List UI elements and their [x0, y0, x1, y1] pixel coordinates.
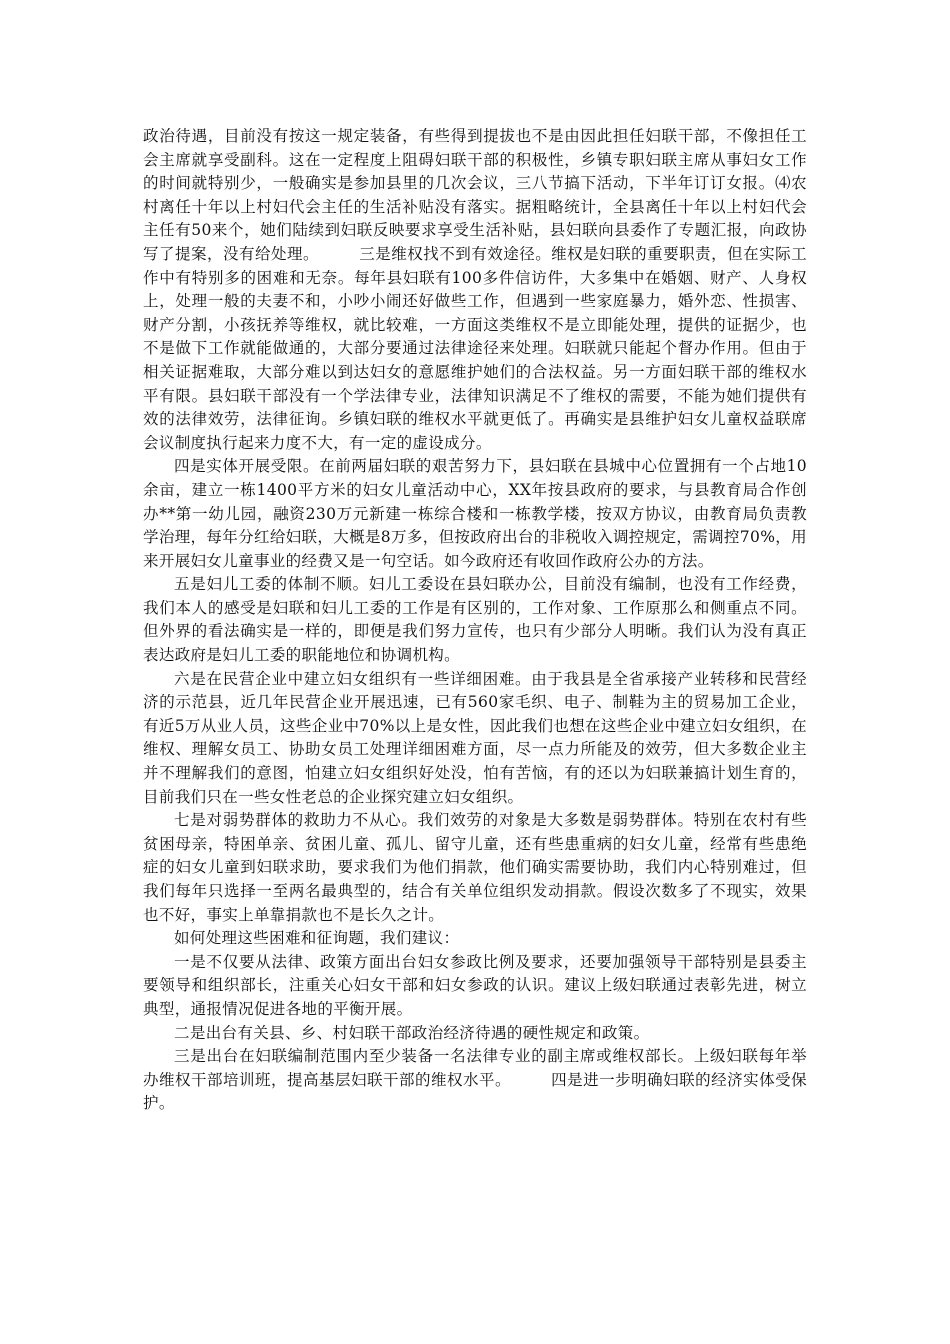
paragraph-continuation: 政治待遇，目前没有按这一规定装备，有些得到提拔也不是由因此担任妇联干部，不像担任工会主席就享受副科。这在一定程度上阻碍妇联干部的积极性，乡镇专职妇联主席从事妇女工作的时间就特别少，一般确实是参加县里的几次会议，三八节搞下活动，下半年订订女报。⑷农村离任十年以上村妇代会主任的生活补贴没有落实。据粗略统计，全县离任十年以上村妇代会主任有50来个，她们陆续到妇联反映要求享受生活补贴，县妇联向县委作了专题汇报，向政协写了提案，没有给处理。 三是维权找不到有效途径。维权是妇联的重要职责，但在实际工作中有特别多的困难和无奈。每年县妇联有100多件信访件，大多集中在婚姻、财产、人身权上，处理一般的夫妻不和，小吵小闹还好做些工作，但遇到一些家庭暴力，婚外恋、性损害、财产分割，小孩抚养等维权，就比较难，一方面这类维权不是立即能处理，提供的证据少，也不是做下工作就能做通的，大部分要通过法律途径来处理。妇联就只能起个督办作用。但由于相关证据难取，大部分难以到达妇女的意愿维护她们的合法权益。另一方面妇联干部的维权水平有限。县妇联干部没有一个学法律专业，法律知识满足不了维权的需要，不能为她们提供有效的法律效劳，法律征询。乡镇妇联的维权水平就更低了。再确实是县维护妇女儿童权益联席会议制度执行起来力度不大，有一定的虚设成分。: [143, 127, 807, 452]
paragraph-entity-development: 四是实体开展受限。在前两届妇联的艰苦努力下，县妇联在县城中心位置拥有一个占地10余亩，建立一栋1400平方米的妇女儿童活动中心，XX年按县政府的要求，与县教育局合作创办**第一幼儿园，融资230万元新建一栋综合楼和一栋教学楼，按双方协议，由教育局负责教学治理，每年分红给妇联，大概是8万多，但按政府出台的非税收入调控规定，需调控70%，用来开展妇女儿童事业的经费又是一句空话。如今政府还有收回作政府公办的方法。: [143, 457, 807, 570]
paragraph-suggestions-intro: 如何处理这些困难和征询题，我们建议：: [174, 929, 460, 948]
paragraph-suggestion-one: 一是不仅要从法律、政策方面出台妇女参政比例及要求，还要加强领导干部特别是县委主要领导和组织部长，注重关心妇女干部和妇女参政的认识。建议上级妇联通过表彰先进，树立典型，通报情况促进各地的平衡开展。: [143, 952, 807, 1018]
paragraph-suggestion-three: 三是出台在妇联编制范围内至少装备一名法律专业的副主席或维权部长。上级妇联每年举办维权干部培训班，提高基层妇联干部的维权水平。 四是进一步明确妇联的经济实体受保护。: [143, 1047, 807, 1113]
paragraph-private-enterprise: 六是在民营企业中建立妇女组织有一些详细困难。由于我县是全省承接产业转移和民营经济的示范县，近几年民营企业开展迅速，已有560家毛织、电子、制鞋为主的贸易加工企业，有近5万从业人员，这些企业中70%以上是女性，因此我们也想在这些企业中建立妇女组织，在维权、理解女员工、协助女员工处理详细困难方面，尽一点力所能及的效劳，但大多数企业主并不理解我们的意图，怕建立妇女组织好处没，怕有苦恼，有的还以为妇联兼搞计划生育的，目前我们只在一些女性老总的企业探究建立妇女组织。: [143, 669, 807, 806]
paragraph-vulnerable-groups: 七是对弱势群体的救助力不从心。我们效劳的对象是大多数是弱势群体。特别在农村有些贫困母亲，特困单亲、贫困儿童、孤儿、留守儿童，还有些患重病的妇女儿童，经常有些患绝症的妇女儿童到妇联求助，要求我们为他们捐款，他们确实需要协助，我们内心特别难过，但我们每年只选择一至两名最典型的，结合有关单位组织发动捐款。假设次数多了不现实，效果也不好，事实上单靠捐款也不是长久之计。: [143, 811, 807, 924]
paragraph-committee-system: 五是妇儿工委的体制不顺。妇儿工委设在县妇联办公，目前没有编制，也没有工作经费，我们本人的感受是妇联和妇儿工委的工作是有区别的，工作对象、工作原那么和侧重点不同。但外界的看法确实是一样的，即便是我们努力宣传，也只有少部分人明晰。我们认为没有真正表达政府是妇儿工委的职能地位和协调机构。: [143, 575, 807, 665]
document-body: [143, 125, 807, 1116]
paragraph-suggestion-two: 二是出台有关县、乡、村妇联干部政治经济待遇的硬性规定和政策。: [174, 1023, 650, 1042]
